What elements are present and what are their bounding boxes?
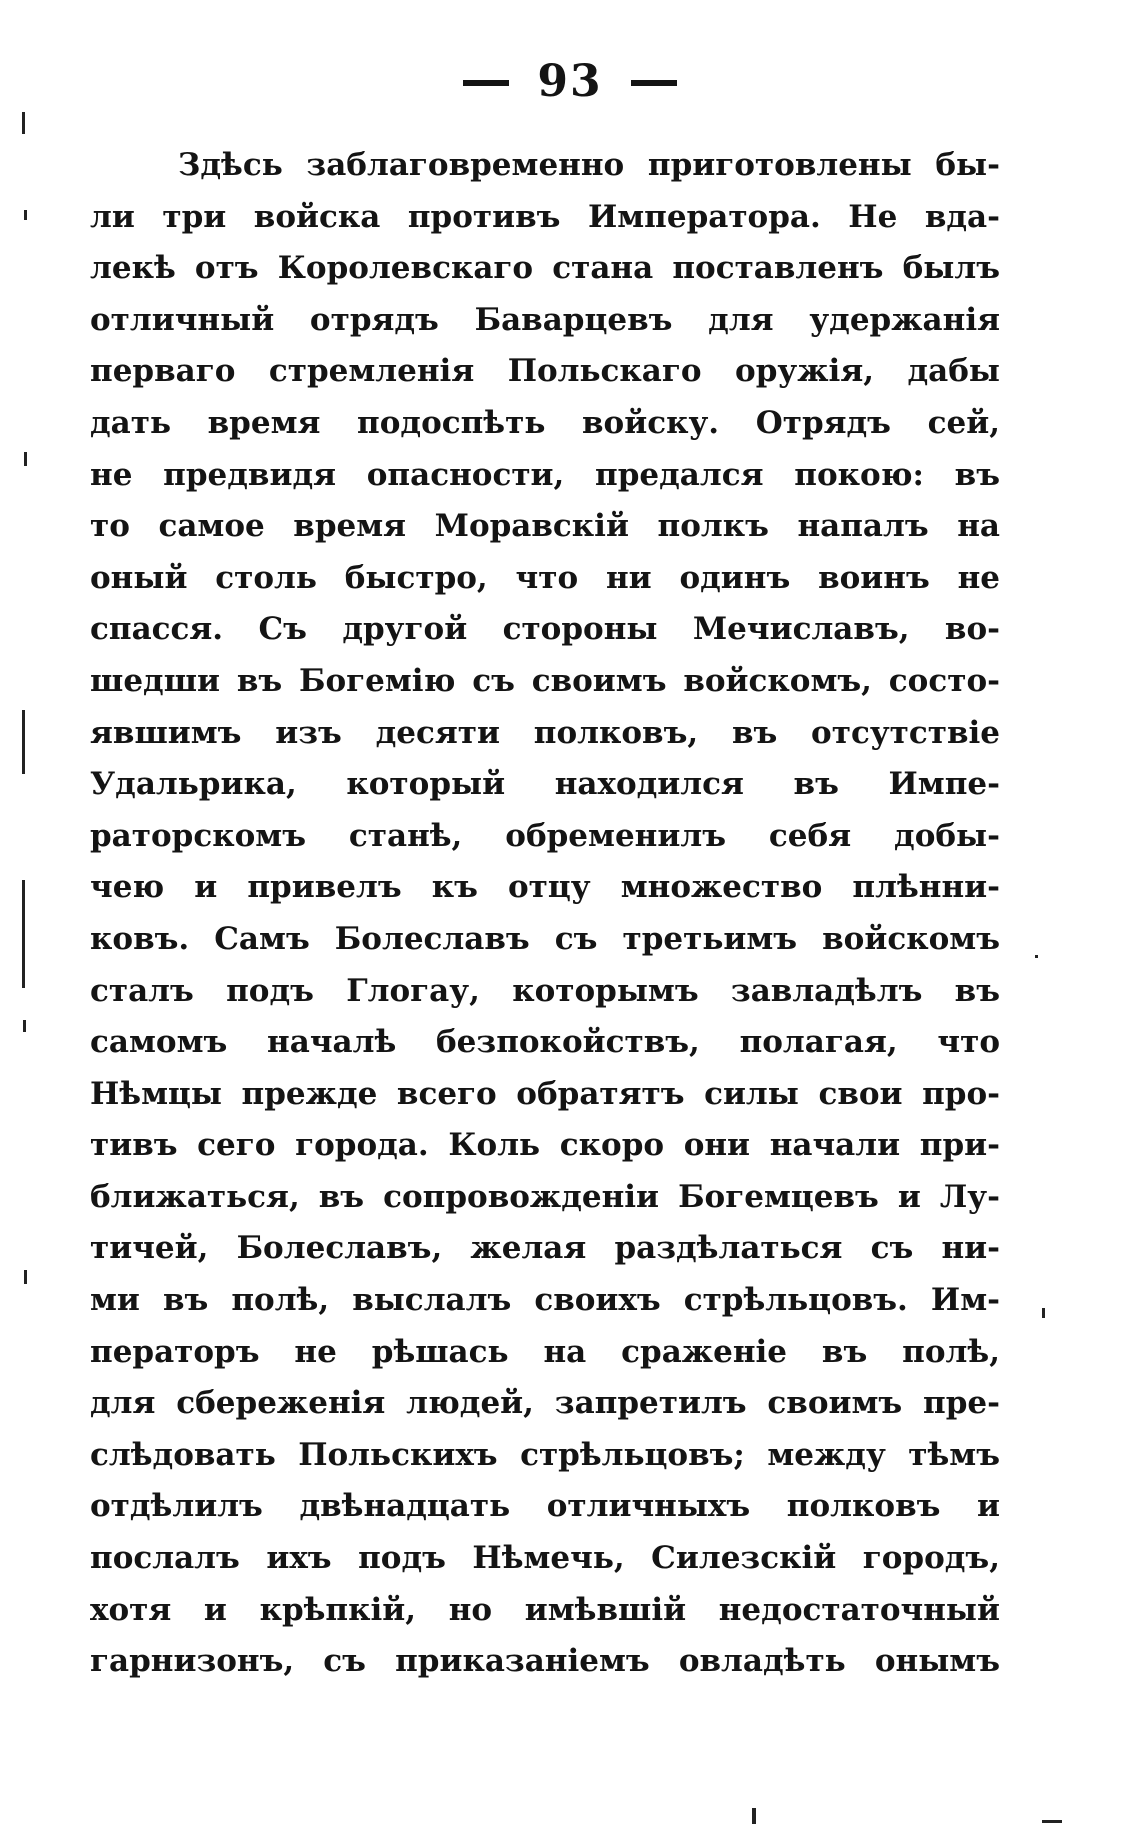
scan-mark <box>24 452 27 466</box>
left-dash <box>463 80 509 86</box>
text-line: гарнизонъ, съ приказаніемъ овладѣть онымъ <box>90 1643 1000 1680</box>
text-line: оный столь быстро, что ни одинъ воинъ не <box>90 559 1000 596</box>
text-line: дать время подоспѣть войску. Отрядъ сей, <box>90 404 1000 441</box>
text-line: сталъ подъ Глогау, которымъ завладѣлъ въ <box>90 972 1000 1009</box>
body-text <box>90 140 1000 1688</box>
text-line: Удальрика, который находился въ Импе- <box>90 766 1000 803</box>
text-line: хотя и крѣпкій, но имѣвшій недостаточный <box>90 1591 1000 1628</box>
text-line: ми въ полѣ, выслалъ своихъ стрѣльцовъ. Им- <box>90 1282 1000 1319</box>
scan-mark <box>23 1020 26 1032</box>
text-line: чею и привелъ къ отцу множество плѣнни- <box>90 869 1000 906</box>
text-line: ператоръ не рѣшась на сраженіе въ полѣ, <box>90 1333 1000 1370</box>
text-line: не предвидя опасности, предался покою: въ <box>90 456 1000 493</box>
page-number: 93 <box>537 56 603 107</box>
text-line: отличный отрядъ Баварцевъ для удержанія <box>90 301 1000 338</box>
text-line: отдѣлилъ двѣнадцать отличныхъ полковъ и <box>90 1488 1000 1525</box>
text-line: лекѣ отъ Королевскаго стана поставленъ былъ <box>90 250 1000 287</box>
scan-mark <box>1042 1820 1062 1823</box>
text-line: шедши въ Богемію съ своимъ войскомъ, состо- <box>90 662 1000 699</box>
text-line: для сбереженія людей, запретилъ своимъ пре- <box>90 1385 1000 1422</box>
text-line: ли три войска противъ Императора. Не вда- <box>90 198 1000 235</box>
text-line: раторскомъ станѣ, обременилъ себя добы- <box>90 817 1000 854</box>
scan-mark <box>24 210 27 220</box>
scan-mark <box>22 880 25 988</box>
text-line: спасся. Съ другой стороны Мечиславъ, во- <box>90 611 1000 648</box>
scan-mark <box>22 710 25 774</box>
scan-mark <box>1035 955 1038 958</box>
text-line: ковъ. Самъ Болеславъ съ третьимъ войскомъ <box>90 920 1000 957</box>
right-dash <box>631 80 677 86</box>
text-line: слѣдовать Польскихъ стрѣльцовъ; между тѣмъ <box>90 1436 1000 1473</box>
text-line: Нѣмцы прежде всего обратятъ силы свои про- <box>90 1075 1000 1112</box>
text-line: явшимъ изъ десяти полковъ, въ отсутствіе <box>90 714 1000 751</box>
scan-mark <box>22 112 25 134</box>
scan-mark <box>1042 1308 1045 1318</box>
text-line: ближаться, въ сопровожденіи Богемцевъ и Лу- <box>90 1178 1000 1215</box>
scan-mark <box>24 1270 27 1284</box>
text-line: тивъ сего города. Коль скоро они начали при- <box>90 1127 1000 1164</box>
text-line: послалъ ихъ подъ Нѣмечь, Силезскій городъ, <box>90 1540 1000 1577</box>
text-line: Здѣсь заблаговременно приготовлены бы- <box>178 147 1000 183</box>
text-line: тичей, Болеславъ, желая раздѣлаться съ ни- <box>90 1230 1000 1267</box>
scan-mark <box>752 1808 756 1824</box>
text-line: то самое время Моравскій полкъ напалъ на <box>90 508 1000 545</box>
text-line: перваго стремленія Польскаго оружія, дабы <box>90 353 1000 390</box>
page-header <box>0 52 1140 112</box>
text-line: самомъ началѣ безпокойствъ, полагая, что <box>90 1024 1000 1061</box>
